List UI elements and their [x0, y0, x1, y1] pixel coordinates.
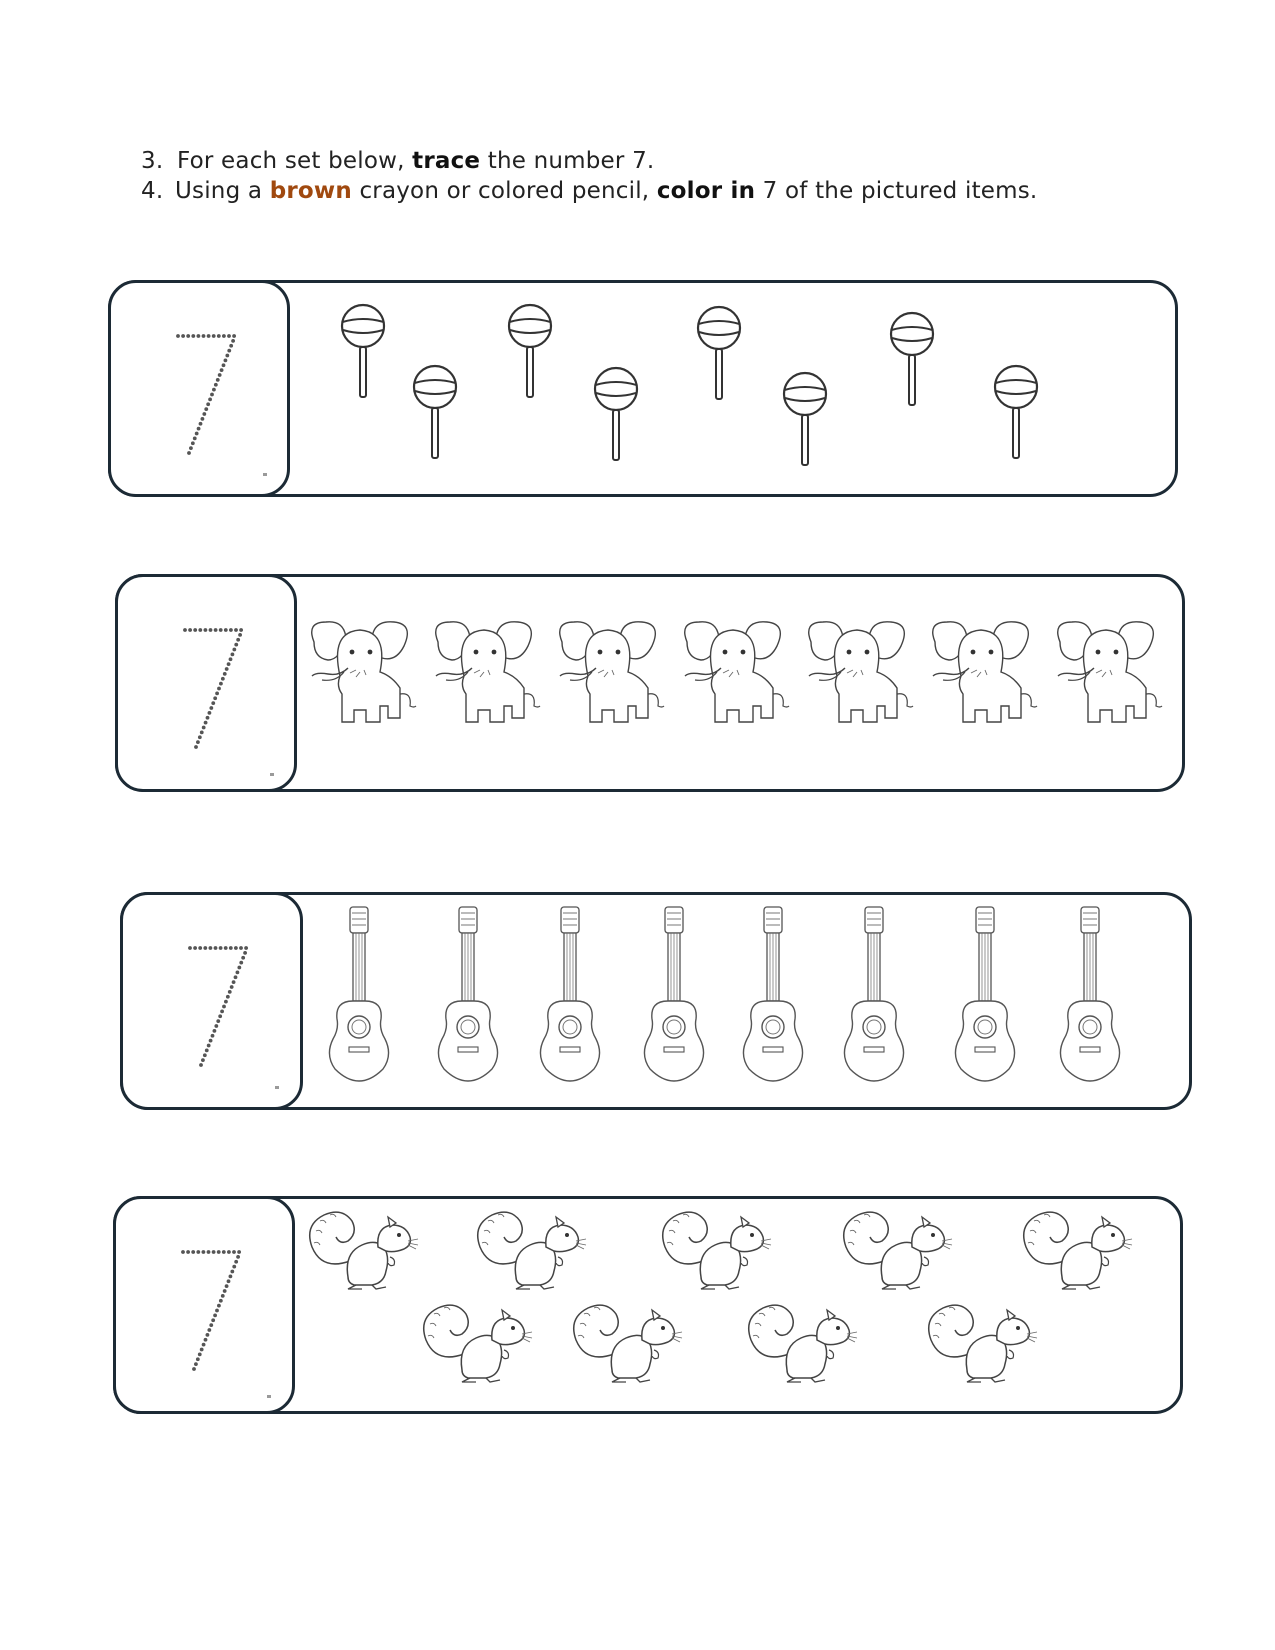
lollipop-icon[interactable]	[694, 304, 744, 404]
tiny-mark	[270, 773, 274, 776]
instruction-step-4	[141, 178, 1037, 204]
lollipop-icon[interactable]	[338, 302, 388, 402]
squirrel-icon[interactable]	[420, 1300, 536, 1386]
lollipop-icon[interactable]	[505, 302, 555, 402]
instruction-bold-color-in: color in	[656, 178, 756, 204]
squirrel-icon[interactable]	[1020, 1207, 1136, 1293]
lollipop-icon[interactable]	[780, 370, 830, 470]
elephant-icon[interactable]	[797, 614, 915, 730]
step-number: 3.	[141, 148, 164, 174]
squirrel-icon[interactable]	[306, 1207, 422, 1293]
lollipop-icon[interactable]	[887, 310, 937, 410]
tiny-mark	[263, 473, 267, 476]
elephant-icon[interactable]	[921, 614, 1039, 730]
dotted-seven-icon[interactable]	[111, 283, 293, 500]
guitar-icon[interactable]	[735, 905, 811, 1083]
instructions	[0, 0, 1275, 220]
instruction-text: Using a	[175, 178, 270, 204]
instruction-step-3	[141, 148, 654, 174]
instruction-text: crayon or colored pencil,	[351, 178, 657, 204]
elephant-icon[interactable]	[424, 614, 542, 730]
set-3-trace-card[interactable]	[120, 892, 303, 1110]
instruction-text: For each set below,	[177, 148, 413, 174]
squirrel-icon[interactable]	[659, 1207, 775, 1293]
guitar-icon[interactable]	[1052, 905, 1128, 1083]
squirrel-icon[interactable]	[840, 1207, 956, 1293]
guitar-icon[interactable]	[321, 905, 397, 1083]
guitar-icon[interactable]	[430, 905, 506, 1083]
elephant-icon[interactable]	[548, 614, 666, 730]
dotted-seven-icon[interactable]	[123, 895, 306, 1113]
instruction-brown-word: brown	[269, 178, 352, 204]
lollipop-icon[interactable]	[410, 363, 460, 463]
squirrel-icon[interactable]	[570, 1300, 686, 1386]
instruction-bold-trace: trace	[412, 148, 481, 174]
lollipop-icon[interactable]	[591, 365, 641, 465]
elephant-icon[interactable]	[673, 614, 791, 730]
squirrel-icon[interactable]	[474, 1207, 590, 1293]
set-1-trace-card[interactable]	[108, 280, 290, 497]
dotted-seven-icon[interactable]	[118, 577, 300, 795]
dotted-seven-icon[interactable]	[116, 1199, 298, 1417]
squirrel-icon[interactable]	[745, 1300, 861, 1386]
guitar-icon[interactable]	[532, 905, 608, 1083]
instruction-text: the number 7.	[480, 148, 655, 174]
set-4-trace-card[interactable]	[113, 1196, 295, 1414]
set-2-trace-card[interactable]	[115, 574, 297, 792]
squirrel-icon[interactable]	[925, 1300, 1041, 1386]
guitar-icon[interactable]	[836, 905, 912, 1083]
lollipop-icon[interactable]	[991, 363, 1041, 463]
instruction-text: 7 of the pictured items.	[755, 178, 1038, 204]
guitar-icon[interactable]	[947, 905, 1023, 1083]
elephant-icon[interactable]	[1046, 614, 1164, 730]
tiny-mark	[275, 1086, 279, 1089]
guitar-icon[interactable]	[636, 905, 712, 1083]
elephant-icon[interactable]	[300, 614, 418, 730]
step-number: 4.	[141, 178, 164, 204]
tiny-mark	[267, 1395, 271, 1398]
